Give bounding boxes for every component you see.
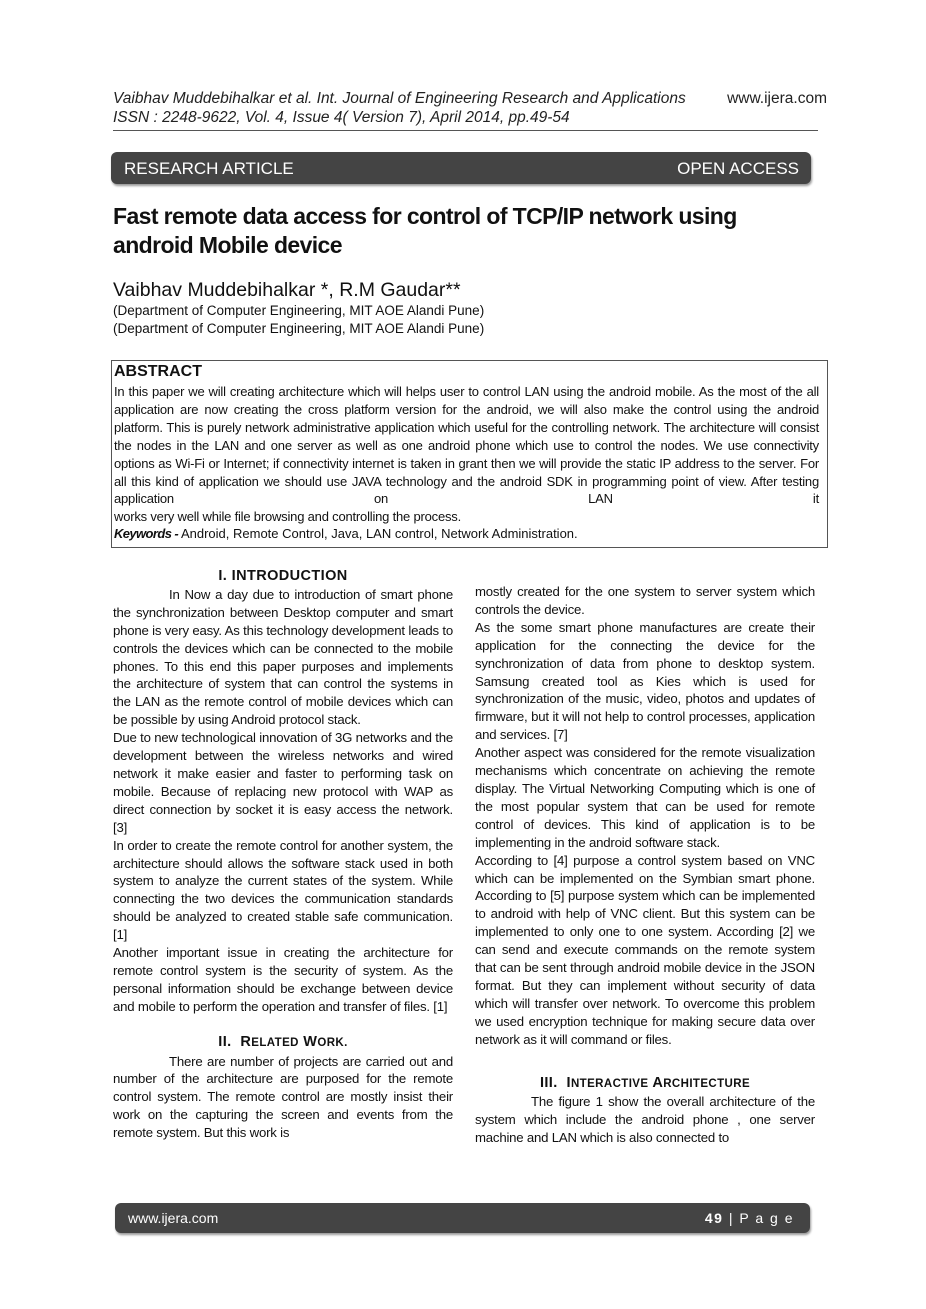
right-paragraph-1: mostly created for the one system to server system which controls the device. bbox=[475, 584, 815, 617]
footer-website: www.ijera.com bbox=[128, 1210, 219, 1226]
related-work-heading bbox=[113, 1034, 453, 1053]
related-cap-w: W bbox=[303, 1033, 318, 1050]
related-num: II. bbox=[218, 1033, 232, 1050]
left-column bbox=[113, 568, 453, 1142]
header-website: www.ijera.com bbox=[727, 90, 827, 107]
keywords-list: Android, Remote Control, Java, LAN control, Network Administration. bbox=[178, 526, 578, 541]
affiliation-1: (Department of Computer Engineering, MIT AOE Alandi Pune) bbox=[113, 303, 485, 318]
citation-text: Vaibhav Muddebihalkar et al. Int. Journal of Engineering Research and Applications bbox=[113, 90, 686, 107]
related-paragraph-1: There are number of projects are carried out and number of the architecture are purposed for the remote control system. The remote control are mostly insist their work on the capturing the screen and events from the remote system. But this work is bbox=[113, 1053, 453, 1141]
intro-paragraph-4: Another important issue in creating the architecture for remote control system is the security of system. As the personal information should be exchange between device and mobile to perform the operation and transfer of files. [1] bbox=[113, 945, 453, 1014]
arch-num: III. bbox=[539, 1074, 558, 1091]
arch-rest-2: RCHITECTURE bbox=[663, 1077, 751, 1090]
keywords bbox=[114, 526, 578, 541]
arch-rest-1: NTERACTIVE bbox=[570, 1077, 649, 1090]
page-number: 49 bbox=[704, 1210, 724, 1226]
right-column bbox=[475, 583, 815, 1147]
footer-page bbox=[705, 1210, 794, 1226]
page-footer bbox=[115, 1203, 810, 1233]
arch-cap-i: I bbox=[566, 1074, 571, 1091]
right-paragraph-3: Another aspect was considered for the remote visualization mechanisms which concentrate on achieving the remote display. The Virtual Networking Computing which is one of the most popular system that can be used for remote control of devices. This kind of application is to be implementing in the android software stack. bbox=[475, 745, 815, 850]
article-type-banner bbox=[111, 152, 811, 184]
intro-paragraph-2: Due to new technological innovation of 3G networks and the development between the wireless networks and wired network it make easier and faster to performing task on mobile. Because of replacing new protocol with WAP as direct connection by socket it is easy access the network. [3] bbox=[113, 730, 453, 835]
affiliation-2: (Department of Computer Engineering, MIT AOE Alandi Pune) bbox=[113, 321, 485, 336]
right-paragraph-4: According to [4] purpose a control system based on VNC which can be implemented on the Symbian smart phone. According to [5] purpose system which can be implemented to android with help of VNC client. But this system can be implemented to only one to one system. According [2] we can send and execute commands on the remote system that can be sent through android mobile device in the JSON format. But they can implement without security of data which will transfer over network. To overcome this problem we used encryption technique for making secure data over network as it will command or files. bbox=[475, 852, 815, 1047]
abstract-box bbox=[111, 360, 828, 548]
research-article-label: RESEARCH ARTICLE bbox=[124, 159, 294, 178]
architecture-heading bbox=[475, 1075, 815, 1094]
running-header-citation bbox=[113, 90, 827, 108]
right-paragraph-2: As the some smart phone manufactures are create their application for the connecting the device for the synchronization of data from phone to desktop system. Samsung created tool as Kies which is used for synchronization of the music, video, photos and updates of firmware, but it will not help to control processes, application and services. [7] bbox=[475, 619, 815, 743]
related-rest-2: ORK. bbox=[317, 1036, 348, 1049]
intro-paragraph-3: In order to create the remote control for another system, the architecture should allows the software stack used in both system to analyze the current states of the system. While connecting the two devices the communication standards should be analyzed to created stable safe communication. [1] bbox=[113, 837, 453, 943]
page-label: | P a g e bbox=[723, 1210, 794, 1226]
related-cap-r: R bbox=[240, 1033, 252, 1050]
paper-title bbox=[113, 202, 833, 260]
header-divider bbox=[113, 130, 818, 131]
header-issn: ISSN : 2248-9622, Vol. 4, Issue 4( Version 7), April 2014, pp.49-54 bbox=[113, 109, 570, 126]
authors: Vaibhav Muddebihalkar *, R.M Gaudar** bbox=[113, 279, 461, 301]
architecture-paragraph-1: The figure 1 show the overall architecture of the system which include the android phone , one server machine and LAN which is also connected to bbox=[475, 1094, 815, 1146]
title-line-1: Fast remote data access for control of TCP/IP network using bbox=[113, 203, 737, 229]
related-rest-1: ELATED bbox=[251, 1036, 299, 1049]
intro-heading: I. INTRODUCTION bbox=[218, 568, 348, 584]
abstract-last-line: works very well while file browsing and controlling the process. bbox=[114, 509, 462, 525]
abstract-heading: ABSTRACT bbox=[114, 363, 202, 380]
title-line-2: android Mobile device bbox=[113, 232, 342, 258]
arch-cap-a: A bbox=[652, 1074, 664, 1091]
abstract-text bbox=[114, 383, 819, 526]
open-access-label: OPEN ACCESS bbox=[677, 159, 799, 178]
intro-paragraph-1: In Now a day due to introduction of smart phone the synchronization between Desktop computer and smart phone is very easy. As this technology development leads to controls the devices which can be connected to the mobile phones. To this end this paper purposes and implements the architecture of system that can control the systems in the LAN as the remote control of mobile devices which can be possible by using Android protocol stack. bbox=[113, 586, 453, 728]
keywords-label: Keywords - bbox=[114, 526, 179, 541]
abstract-body: In this paper we will creating architecture which will helps user to control LAN using the android mobile. As the most of the all application are now creating the cross platform version for the android, we will also make the control using the android platform. This is purely network administrative application which useful for the controlling network. The architecture will consist the nodes in the LAN and one server as well as one android phone which use to control the nodes. We use connectivity options as Wi-Fi or Internet; if connectivity internet is taken in grant then we will provide the static IP address to the server. For all this kind of application we should use JAVA technology and the android SDK in programming point of view. After testing application on LAN it bbox=[114, 384, 819, 507]
